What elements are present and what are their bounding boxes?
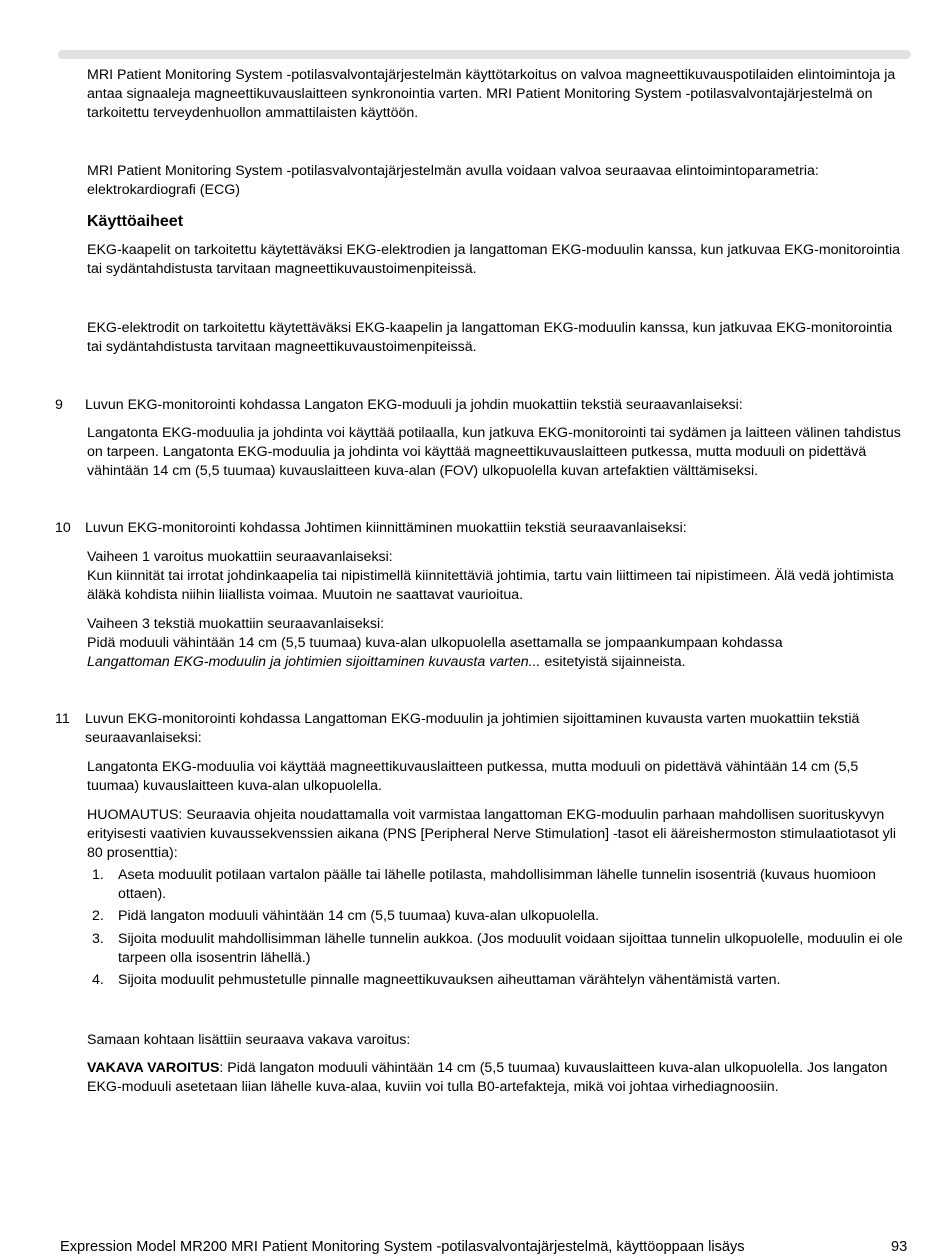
item-9-body: Langatonta EKG-moduulia ja johdinta voi käyttää potilaalla, kun jatkuva EKG-monitorointi tai sydämen ja laitteen välinen tahdistus on tarpeen. Langatonta EKG-moduulia ja johdinta voi käyttää magneettikuvauslaitteen putkessa, mutta moduuli on pidettävä vähintään 14 cm (5,5 tuumaa) kuvauslaitteen kuva-alan (FOV) ulkopuolella kuvan artefaktien välttämiseksi. xyxy=(87,425,901,479)
list-item-1-text: Aseta moduulit potilaan vartalon päälle tai lähelle potilasta, mahdollisimman lähelle tunnelin isosentriä (kuvaus huomioon ottaen). xyxy=(118,867,876,902)
serious-warning xyxy=(87,1059,909,1097)
indications-paragraph-2: EKG-elektrodit on tarkoitettu käytettäväksi EKG-kaapelin ja langattoman EKG-moduulin kanssa, kun jatkuvaa EKG-monitorointia tai sydäntahdistusta tarvitaan magneettikuvaustoimenpiteissä. xyxy=(87,320,893,355)
item-10-step3-paragraph xyxy=(87,634,909,672)
page-number: 93 xyxy=(891,1239,908,1255)
item-9-number: 9 xyxy=(55,397,63,413)
item-11-body: Langatonta EKG-moduulia voi käyttää magneettikuvauslaitteen putkessa, mutta moduuli on pidettävä vähintään 14 cm (5,5 tuumaa) kuvauslaitteen kuva-alan ulkopuolella. xyxy=(87,759,859,794)
item-10-step3-reference: Langattoman EKG-moduulin ja johtimien sijoittaminen kuvausta varten... xyxy=(87,653,541,670)
list-item-4-text: Sijoita moduulit pehmustetulle pinnalle magneettikuvauksen aiheuttaman värähtelyn vähentämistä varten. xyxy=(118,972,781,988)
list-item-3-number: 3. xyxy=(92,931,104,947)
serious-warning-text: : Pidä langaton moduuli vähintään 14 cm (5,5 tuumaa) kuvauslaitteen kuva-alan ulkopuolella. Jos langaton EKG-moduuli asetetaan liian lähelle kuva-alaa, kuviin voi tulla B0-artefakteja, mikä voi johtaa virhediagnoosiin. xyxy=(87,1060,888,1095)
indications-paragraph-1: EKG-kaapelit on tarkoitettu käytettäväksi EKG-elektrodien ja langattoman EKG-moduulin kanssa, kun jatkuvaa EKG-monitorointia tai sydäntahdistusta tarvitaan magneettikuvaustoimenpiteissä. xyxy=(87,242,901,277)
serious-warning-label: VAKAVA VAROITUS xyxy=(87,1060,220,1076)
intro-paragraph-2: MRI Patient Monitoring System -potilasvalvontajärjestelmän avulla voidaan valvoa seuraavaa elintoimintoparametria: elektrokardiografi (ECG) xyxy=(87,163,819,198)
intro-paragraph-1: MRI Patient Monitoring System -potilasvalvontajärjestelmän käyttötarkoitus on valvoa magneettikuvauspotilaiden elintoimintoja ja antaa signaaleja magneettikuvauslaitteen synkronointia varten. MRI Patient Monitoring System -potilasvalvontajärjestelmä on tarkoitettu terveydenhuollon ammattilaisten käyttöön. xyxy=(87,67,896,121)
item-10-step3-end: esitetyistä sijainneista. xyxy=(540,653,686,670)
header-rule xyxy=(58,50,911,59)
list-item-4-number: 4. xyxy=(92,972,104,988)
item-10-intro: Luvun EKG-monitorointi kohdassa Johtimen kiinnittäminen muokattiin tekstiä seuraavanlaiseksi: xyxy=(85,520,687,536)
list-item-1-number: 1. xyxy=(92,867,104,883)
item-10-step1-title: Vaiheen 1 varoitus muokattiin seuraavanlaiseksi: xyxy=(87,549,393,565)
item-11-intro: Luvun EKG-monitorointi kohdassa Langattoman EKG-moduulin ja johtimien sijoittaminen kuvausta varten muokattiin tekstiä seuraavanlaiseksi: xyxy=(85,711,860,746)
item-11-note: HUOMAUTUS: Seuraavia ohjeita noudattamalla voit varmistaa langattoman EKG-moduulin parhaan mahdollisen suorituskyvyn erityisesti vaativien kuvaussekvenssien aikana (PNS [Peripheral Nerve Stimulation] -tasot eli ääreishermoston stimulaatiotasot yli 80 prosenttia): xyxy=(87,807,897,861)
item-9-intro: Luvun EKG-monitorointi kohdassa Langaton EKG-moduuli ja johdin muokattiin tekstiä seuraavanlaiseksi: xyxy=(85,397,743,413)
item-10-step3-body: Pidä moduuli vähintään 14 cm (5,5 tuumaa) kuva-alan ulkopuolella asettamalla se jompaankumpaan kohdassa xyxy=(87,635,783,651)
list-item-3-text: Sijoita moduulit mahdollisimman lähelle tunnelin aukkoa. (Jos moduulit voidaan sijoittaa tunnelin ulkopuolelle, moduulin ei ole tarpeen olla isosentrin lähellä.) xyxy=(118,931,903,966)
warning-intro: Samaan kohtaan lisättiin seuraava vakava varoitus: xyxy=(87,1032,411,1048)
indications-heading: Käyttöaiheet xyxy=(87,213,184,230)
item-10-step3-title: Vaiheen 3 tekstiä muokattiin seuraavanlaiseksi: xyxy=(87,616,385,632)
item-10-number: 10 xyxy=(55,520,71,536)
item-10-step1-body: Kun kiinnität tai irrotat johdinkaapelia tai nipistimellä kiinnitettäviä johtimia, tartu vain liittimeen tai nipistimeen. Älä vedä johtimista äläkä kohdista niihin liiallista voimaa. Muutoin ne saattavat vaurioitua. xyxy=(87,568,894,603)
list-item-2-text: Pidä langaton moduuli vähintään 14 cm (5,5 tuumaa) kuva-alan ulkopuolella. xyxy=(118,908,600,924)
footer-title: Expression Model MR200 MRI Patient Monitoring System -potilasvalvontajärjestelmä, käyttöoppaan lisäys xyxy=(60,1239,745,1255)
item-11-number: 11 xyxy=(55,711,70,727)
list-item-2-number: 2. xyxy=(92,908,104,924)
